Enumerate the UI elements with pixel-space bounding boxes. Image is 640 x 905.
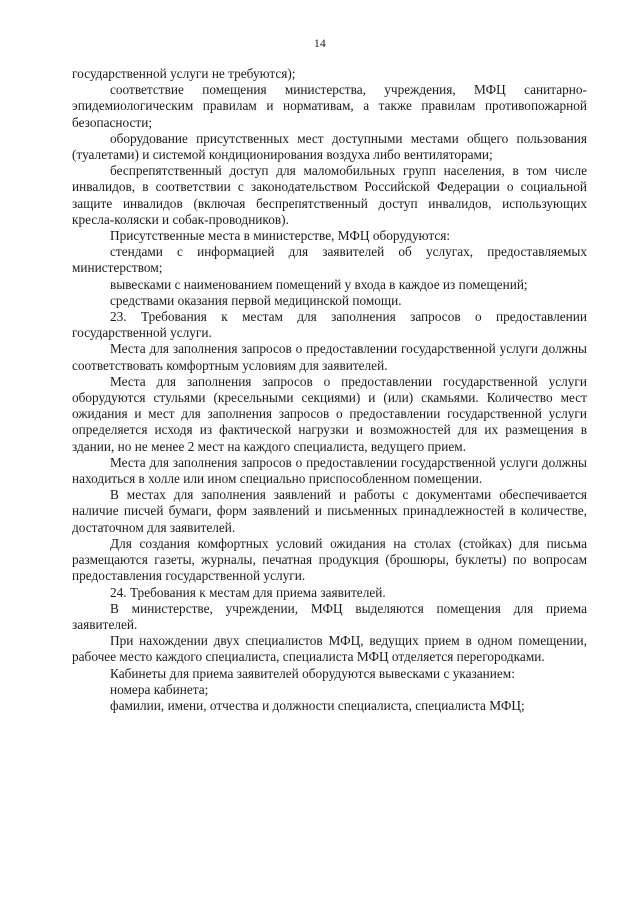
paragraph: В министерстве, учреждении, МФЦ выделяются помещения для приема заявителей. <box>72 600 587 632</box>
paragraph: Кабинеты для приема заявителей оборудуются вывесками с указанием: <box>110 665 515 681</box>
paragraph: Места для заполнения запросов о предоставлении государственной услуги должны соответствовать комфортным условиям для заявителей. <box>72 341 587 373</box>
paragraph: стендами с информацией для заявителей об услугах, предоставляемых министерством; <box>72 244 587 276</box>
paragraph: При нахождении двух специалистов МФЦ, ведущих прием в одном помещении, рабочее место каждого специалиста, специалиста МФЦ отделяется перегородками. <box>72 633 587 665</box>
paragraph: соответствие помещения министерства, учреждения, МФЦ санитарно-эпидемиологическим правилам и нормативам, а также правилам противопожарной безопасности; <box>72 82 587 130</box>
paragraph: Присутственные места в министерстве, МФЦ оборудуются: <box>110 228 451 244</box>
paragraph: 24. Требования к местам для приема заявителей. <box>110 584 386 600</box>
paragraph: вывесками с наименованием помещений у входа в каждое из помещений; <box>110 276 528 292</box>
page-number: 14 <box>313 38 327 50</box>
paragraph: беспрепятственный доступ для маломобильных групп населения, в том числе инвалидов, в соответствии с законодательством Российской Федерации о социальной защите инвалидов (включая беспрепятственный доступ инвалидов, использующих кресла-коляски и собак-проводников). <box>72 163 587 227</box>
paragraph: номера кабинета; <box>110 681 209 697</box>
paragraph: государственной услуги не требуются); <box>72 66 296 81</box>
paragraph: Для создания комфортных условий ожидания на столах (стойках) для письма размещаются газеты, журналы, печатная продукция (брошюры, буклеты) по вопросам предоставления государственной услуги. <box>72 535 587 584</box>
paragraph: средствами оказания первой медицинской помощи. <box>110 292 402 308</box>
paragraph: оборудование присутственных мест доступными местами общего пользования (туалетами) и системой кондиционирования воздуха либо вентиляторами; <box>72 130 587 163</box>
paragraph: В местах для заполнения заявлений и работы с документами обеспечивается наличие писчей бумаги, форм заявлений и письменных принадлежностей в количестве, достаточном для заявителей. <box>72 487 587 535</box>
document-body <box>72 66 587 714</box>
paragraph: фамилии, имени, отчества и должности специалиста, специалиста МФЦ; <box>110 697 525 713</box>
paragraph: Места для заполнения запросов о предоставлении государственной услуги оборудуются стульями (кресельными секциями) и (или) скамьями. Количество мест ожидания и мест для заполнения запросов о предоставлении государственной услуги определяется исходя из фактической нагрузки и возможностей для их размещения в здании, но не менее 2 мест на каждого специалиста, ведущего прием. <box>72 373 587 454</box>
paragraph: Места для заполнения запросов о предоставлении государственной услуги должны находиться в холле или ином специально приспособленном помещении. <box>72 454 587 487</box>
paragraph: 23. Требования к местам для заполнения запросов о предоставлении государственной услуги. <box>72 309 587 341</box>
